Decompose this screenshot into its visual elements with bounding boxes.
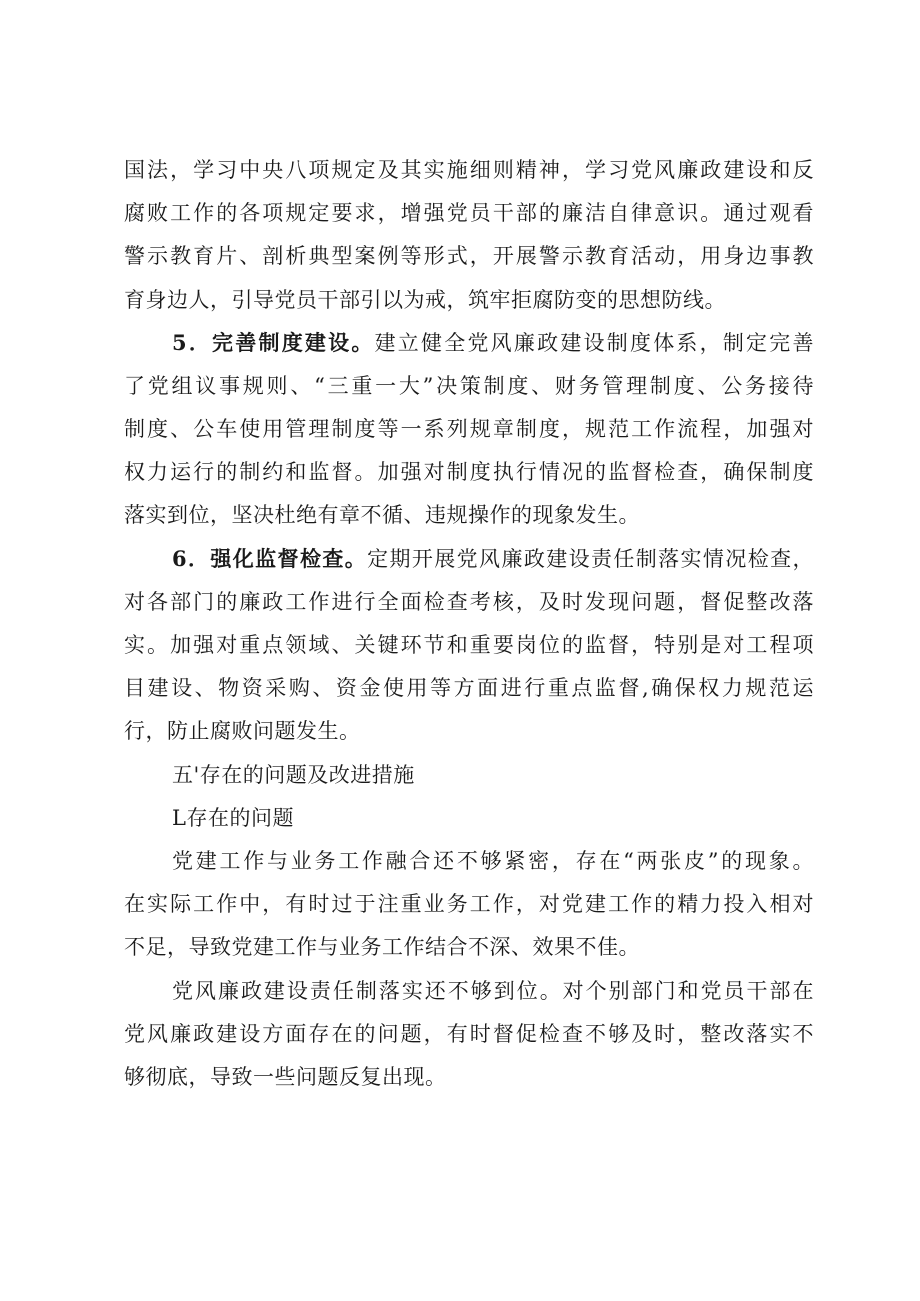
text-line: 党建工作与业务工作融合还不够紧密，存在“两张皮”的现象。 [172,849,814,873]
text-line: 警示教育片、剖析典型案例等形式，开展警示教育活动，用身边事教 [124,244,814,268]
text-span: 建立健全党风廉政建设制度体系，制定完善 [374,331,814,355]
text-line [172,545,814,573]
text-line: 实。加强对重点领域、关键环节和重要岗位的监督，特别是对工程项 [124,633,814,657]
text-line: 不足，导致党建工作与业务工作结合不深、效果不佳。 [124,935,640,959]
text-line: 够彻底，导致一些问题反复出现。 [124,1065,447,1089]
text-line: 制度、公车使用管理制度等一系列规章制度，规范工作流程，加强对 [124,417,814,441]
text-line: 国法，学习中央八项规定及其实施细则精神，学习党风廉政建设和反 [124,158,814,182]
text-line: 落实到位，坚决杜绝有章不循、违规操作的现象发生。 [124,503,640,527]
section-title: 五'存在的问题及改进措施 [172,763,415,787]
text-line: 了党组议事规则、“三重一大”决策制度、财务管理制度、公务接待 [124,374,814,398]
text-line: 党风廉政建设方面存在的问题，有时督促检查不够及时，整改落实不 [124,1022,814,1046]
text-line: 育身边人，引导党员干部引以为戒，筑牢拒腐防变的思想防线。 [124,288,726,312]
text-line: 目建设、物资采购、资金使用等方面进行重点监督,确保权力规范运 [124,676,814,700]
text-span: 定期开展党风廉政建设责任制落实情况检查， [367,547,814,571]
text-line: 对各部门的廉政工作进行全面检查考核，及时发现问题，督促整改落 [124,590,814,614]
subsection-title: L存在的问题 [172,806,294,830]
text-line: 腐败工作的各项规定要求，增强党员干部的廉洁自律意识。通过观看 [124,201,814,225]
text-line [172,329,814,357]
text-line: 行，防止腐败问题发生。 [124,719,361,743]
section-heading: 5．完善制度建设。 [172,330,375,355]
text-line: 党风廉政建设责任制落实还不够到位。对个别部门和党员干部在 [172,979,814,1003]
text-line: 权力运行的制约和监督。加强对制度执行情况的监督检查，确保制度 [124,460,814,484]
text-line: 在实际工作中，有时过于注重业务工作，对党建工作的精力投入相对 [124,892,814,916]
section-heading: 6．强化监督检查。 [172,546,368,571]
